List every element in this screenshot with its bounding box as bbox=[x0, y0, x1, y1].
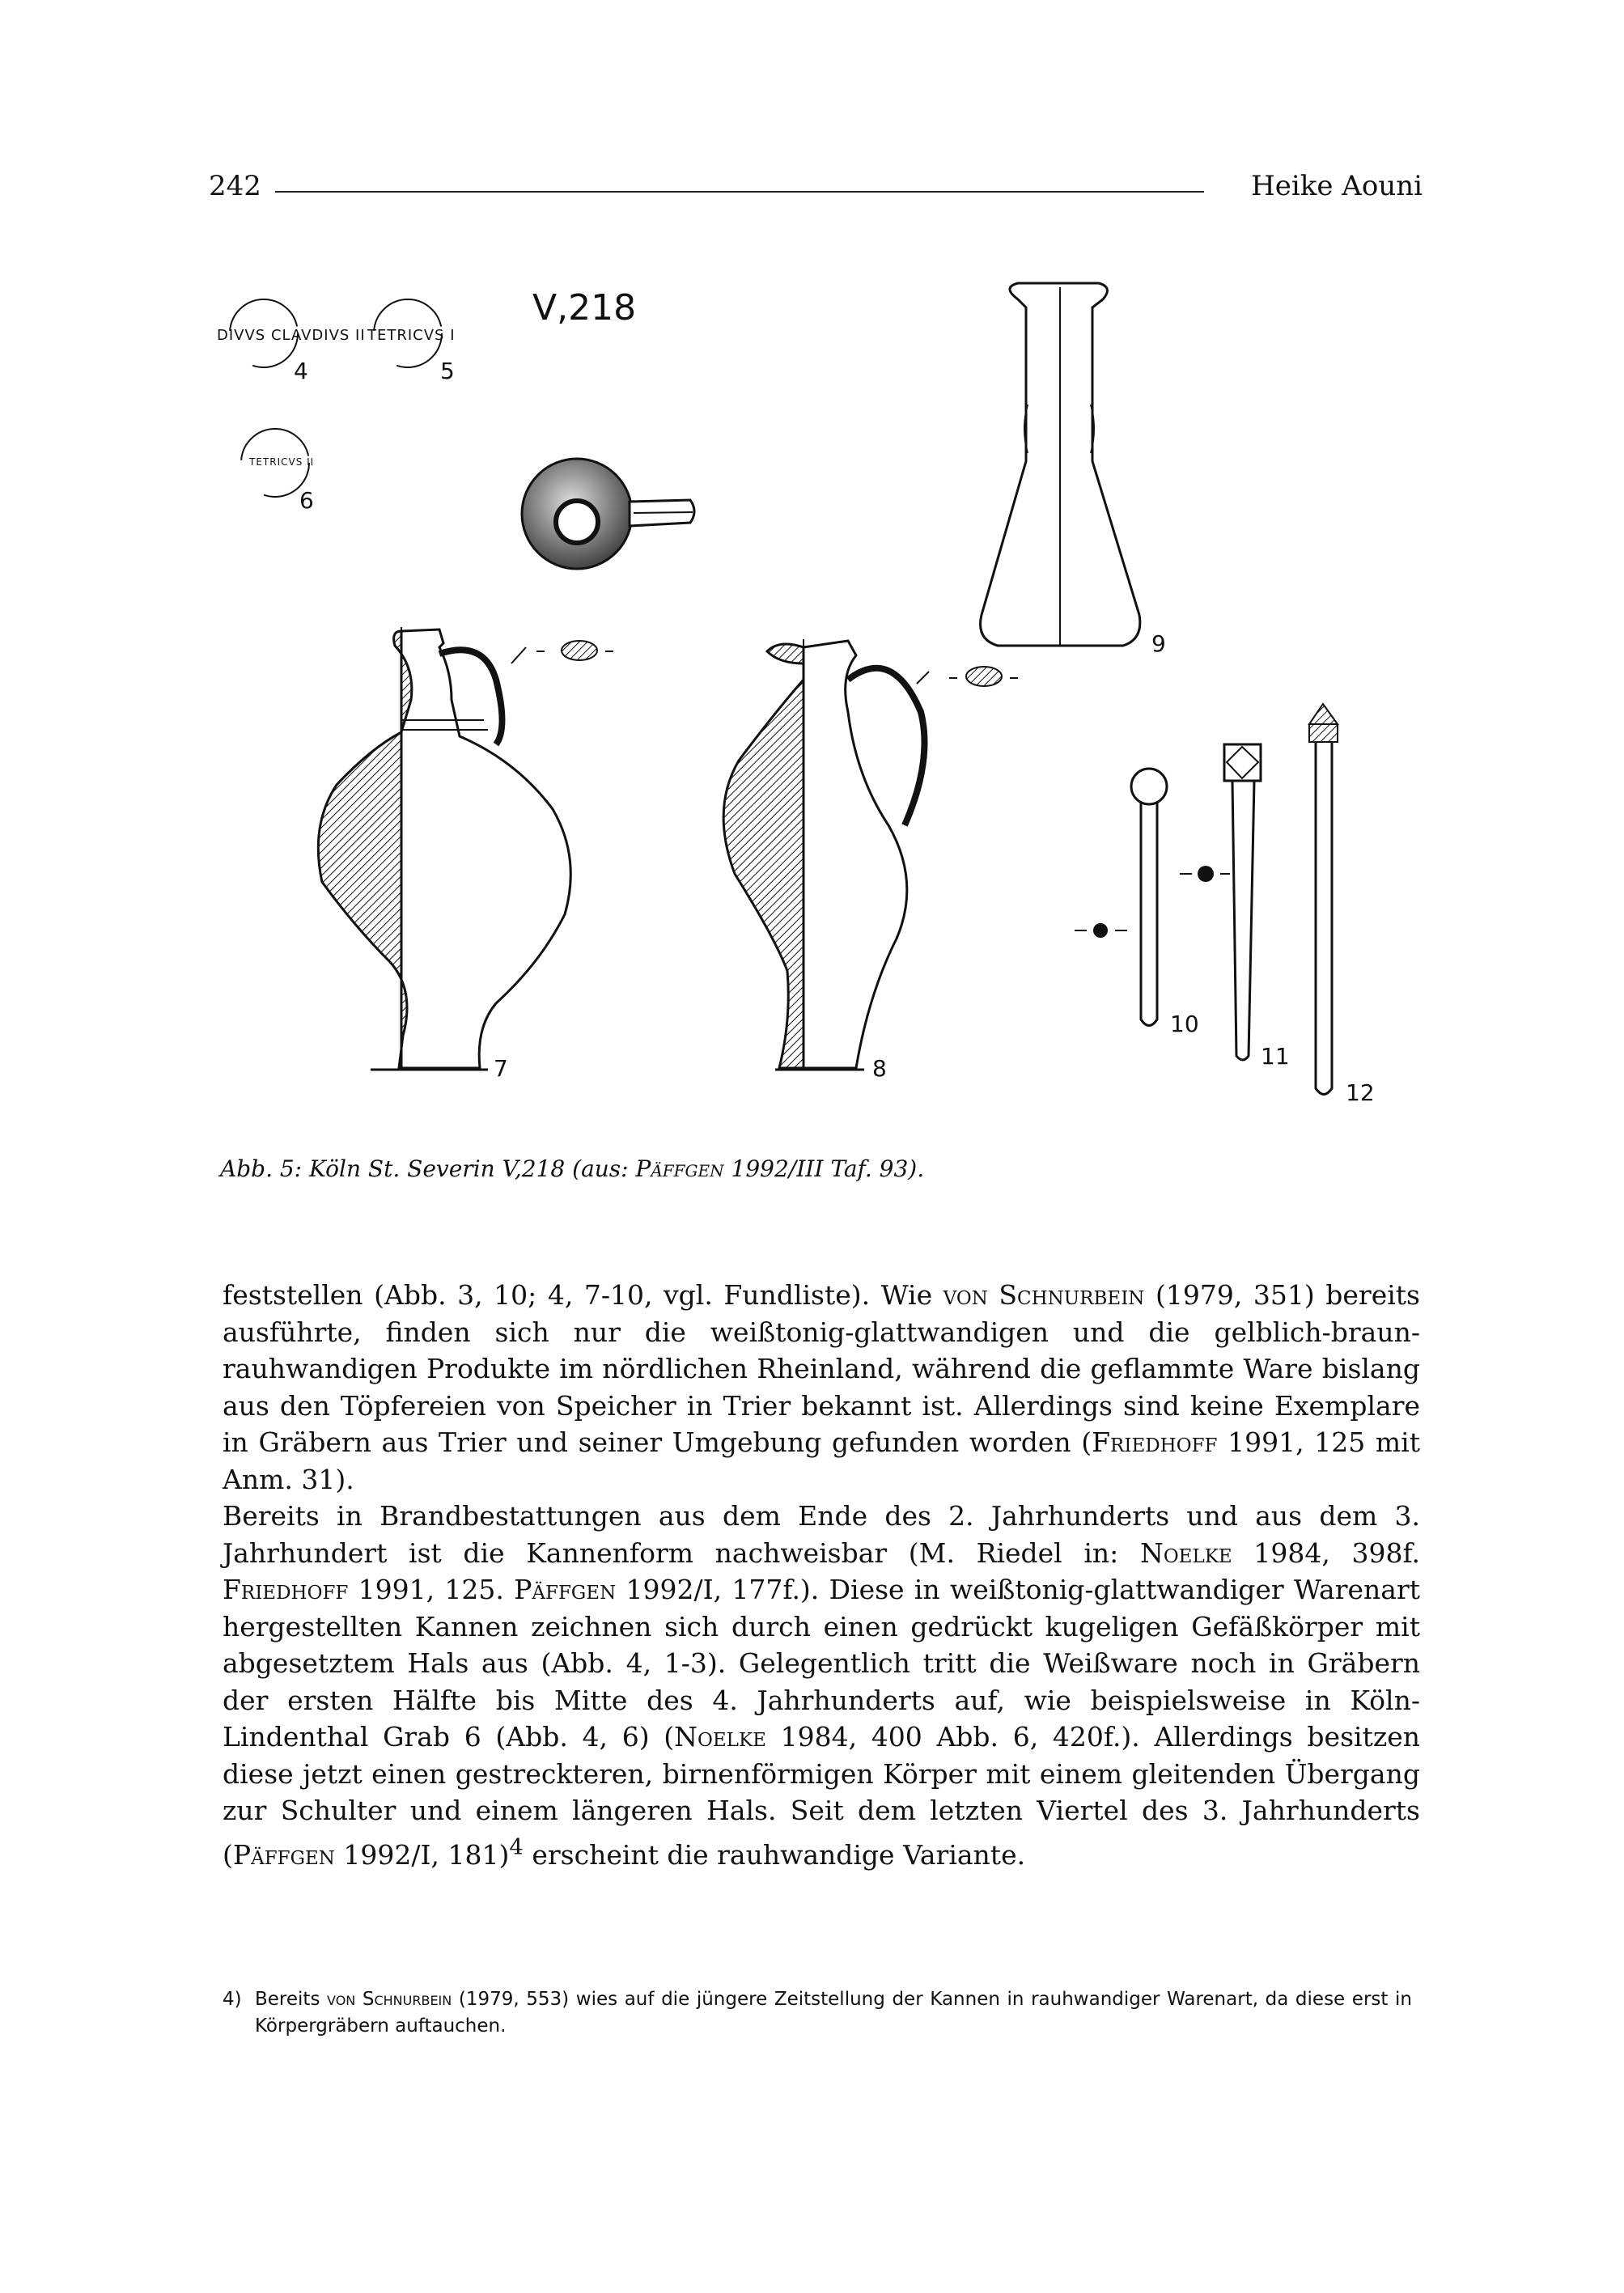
coin-4-inscription: DIVVS CLAVDIVS II bbox=[217, 327, 366, 344]
paragraph: feststellen (Abb. 3, 10; 4, 7-10, vgl. Fundliste). Wie von Schnurbein (1979, 351) bereits ausführte, finden sich nur die weißtonig-glattwandigen und die gelblich-braun-rauhwandigen Produkte im nördlichen Rheinland, während die geflammte Ware bislang aus den Töpfereien von Speicher in Trier bekannt ist. Allerdings sind keine Exemplare in Gräbern aus Trier und seiner Umgebung gefunden worden (Friedhoff 1991, 125 mit Anm. 31). bbox=[223, 1279, 1420, 1495]
lamp-drawing bbox=[522, 459, 694, 569]
figure-caption: Abb. 5: Köln St. Severin V,218 (aus: Päffgen 1992/III Taf. 93). bbox=[220, 1155, 925, 1182]
footnote: 4) Bereits von Schnurbein (1979, 553) wies auf die jüngere Zeitstellung der Kannen in rauhwandiger Warenart, da diese erst in Körpergräbern auftauchen. bbox=[223, 1986, 1420, 2040]
jug-8-drawing bbox=[723, 639, 1018, 1082]
pin-10-drawing bbox=[1075, 769, 1199, 1037]
jug-7-drawing bbox=[318, 627, 613, 1082]
inventory-number: V,218 bbox=[532, 287, 637, 328]
running-author: Heike Aouni bbox=[1251, 170, 1423, 202]
footnote-ref: 4 bbox=[509, 1833, 524, 1860]
running-header bbox=[209, 170, 1423, 210]
header-rule bbox=[275, 191, 1204, 193]
footnote-number: 4) bbox=[223, 1989, 242, 2010]
object-number-7: 7 bbox=[494, 1055, 508, 1082]
coin-6-number: 6 bbox=[299, 487, 314, 514]
coin-5 bbox=[367, 299, 456, 384]
figure-drawings bbox=[209, 259, 1423, 1149]
object-number-12: 12 bbox=[1346, 1079, 1375, 1106]
body-text bbox=[223, 1277, 1420, 1873]
coin-5-number: 5 bbox=[440, 358, 455, 384]
coin-6 bbox=[241, 429, 314, 514]
coin-5-inscription: TETRICVS I bbox=[367, 327, 456, 344]
object-number-9: 9 bbox=[1151, 630, 1166, 657]
object-number-8: 8 bbox=[872, 1055, 887, 1082]
paragraph: Bereits in Brandbestattungen aus dem Ende des 2. Jahrhunderts und aus dem 3. Jahrhundert ist die Kannenform nachweisbar (M. Riedel in: Noelke 1984, 398f. Friedhoff 1991, 125. Päffgen 1992/I, 177f.). Diese in weißtonig-glattwandiger Warenart hergestellten Kannen zeichnen sich durch einen gedrückt kugeligen Gefäßkörper mit abgesetztem Hals aus (Abb. 4, 1-3). Gelegentlich tritt die Weißware noch in Gräbern der ersten Hälfte bis Mitte des 4. Jahrhunderts auf, wie beispielsweise in Köln-Lindenthal Grab 6 (Abb. 4, 6) (Noelke 1984, 400 Abb. 6, 420f.). Allerdings besitzen diese jetzt einen gestreckteren, birnenförmigen Körper mit einem gleitenden Übergang zur Schulter und einem längeren Hals. Seit dem letzten Viertel des 3. Jahrhunderts (Päffgen 1992/I, 181)$^4$ erscheint die rauhwandige Variante. bbox=[223, 1500, 1421, 1871]
object-number-10: 10 bbox=[1170, 1011, 1199, 1037]
pin-12-drawing bbox=[1309, 704, 1375, 1106]
object-number-11: 11 bbox=[1261, 1043, 1290, 1070]
glass-flask-drawing bbox=[981, 283, 1166, 657]
coin-4 bbox=[217, 299, 366, 384]
page-number: 242 bbox=[209, 170, 261, 202]
coin-4-number: 4 bbox=[294, 358, 308, 384]
coin-6-inscription: TETRICVS II bbox=[249, 456, 315, 468]
